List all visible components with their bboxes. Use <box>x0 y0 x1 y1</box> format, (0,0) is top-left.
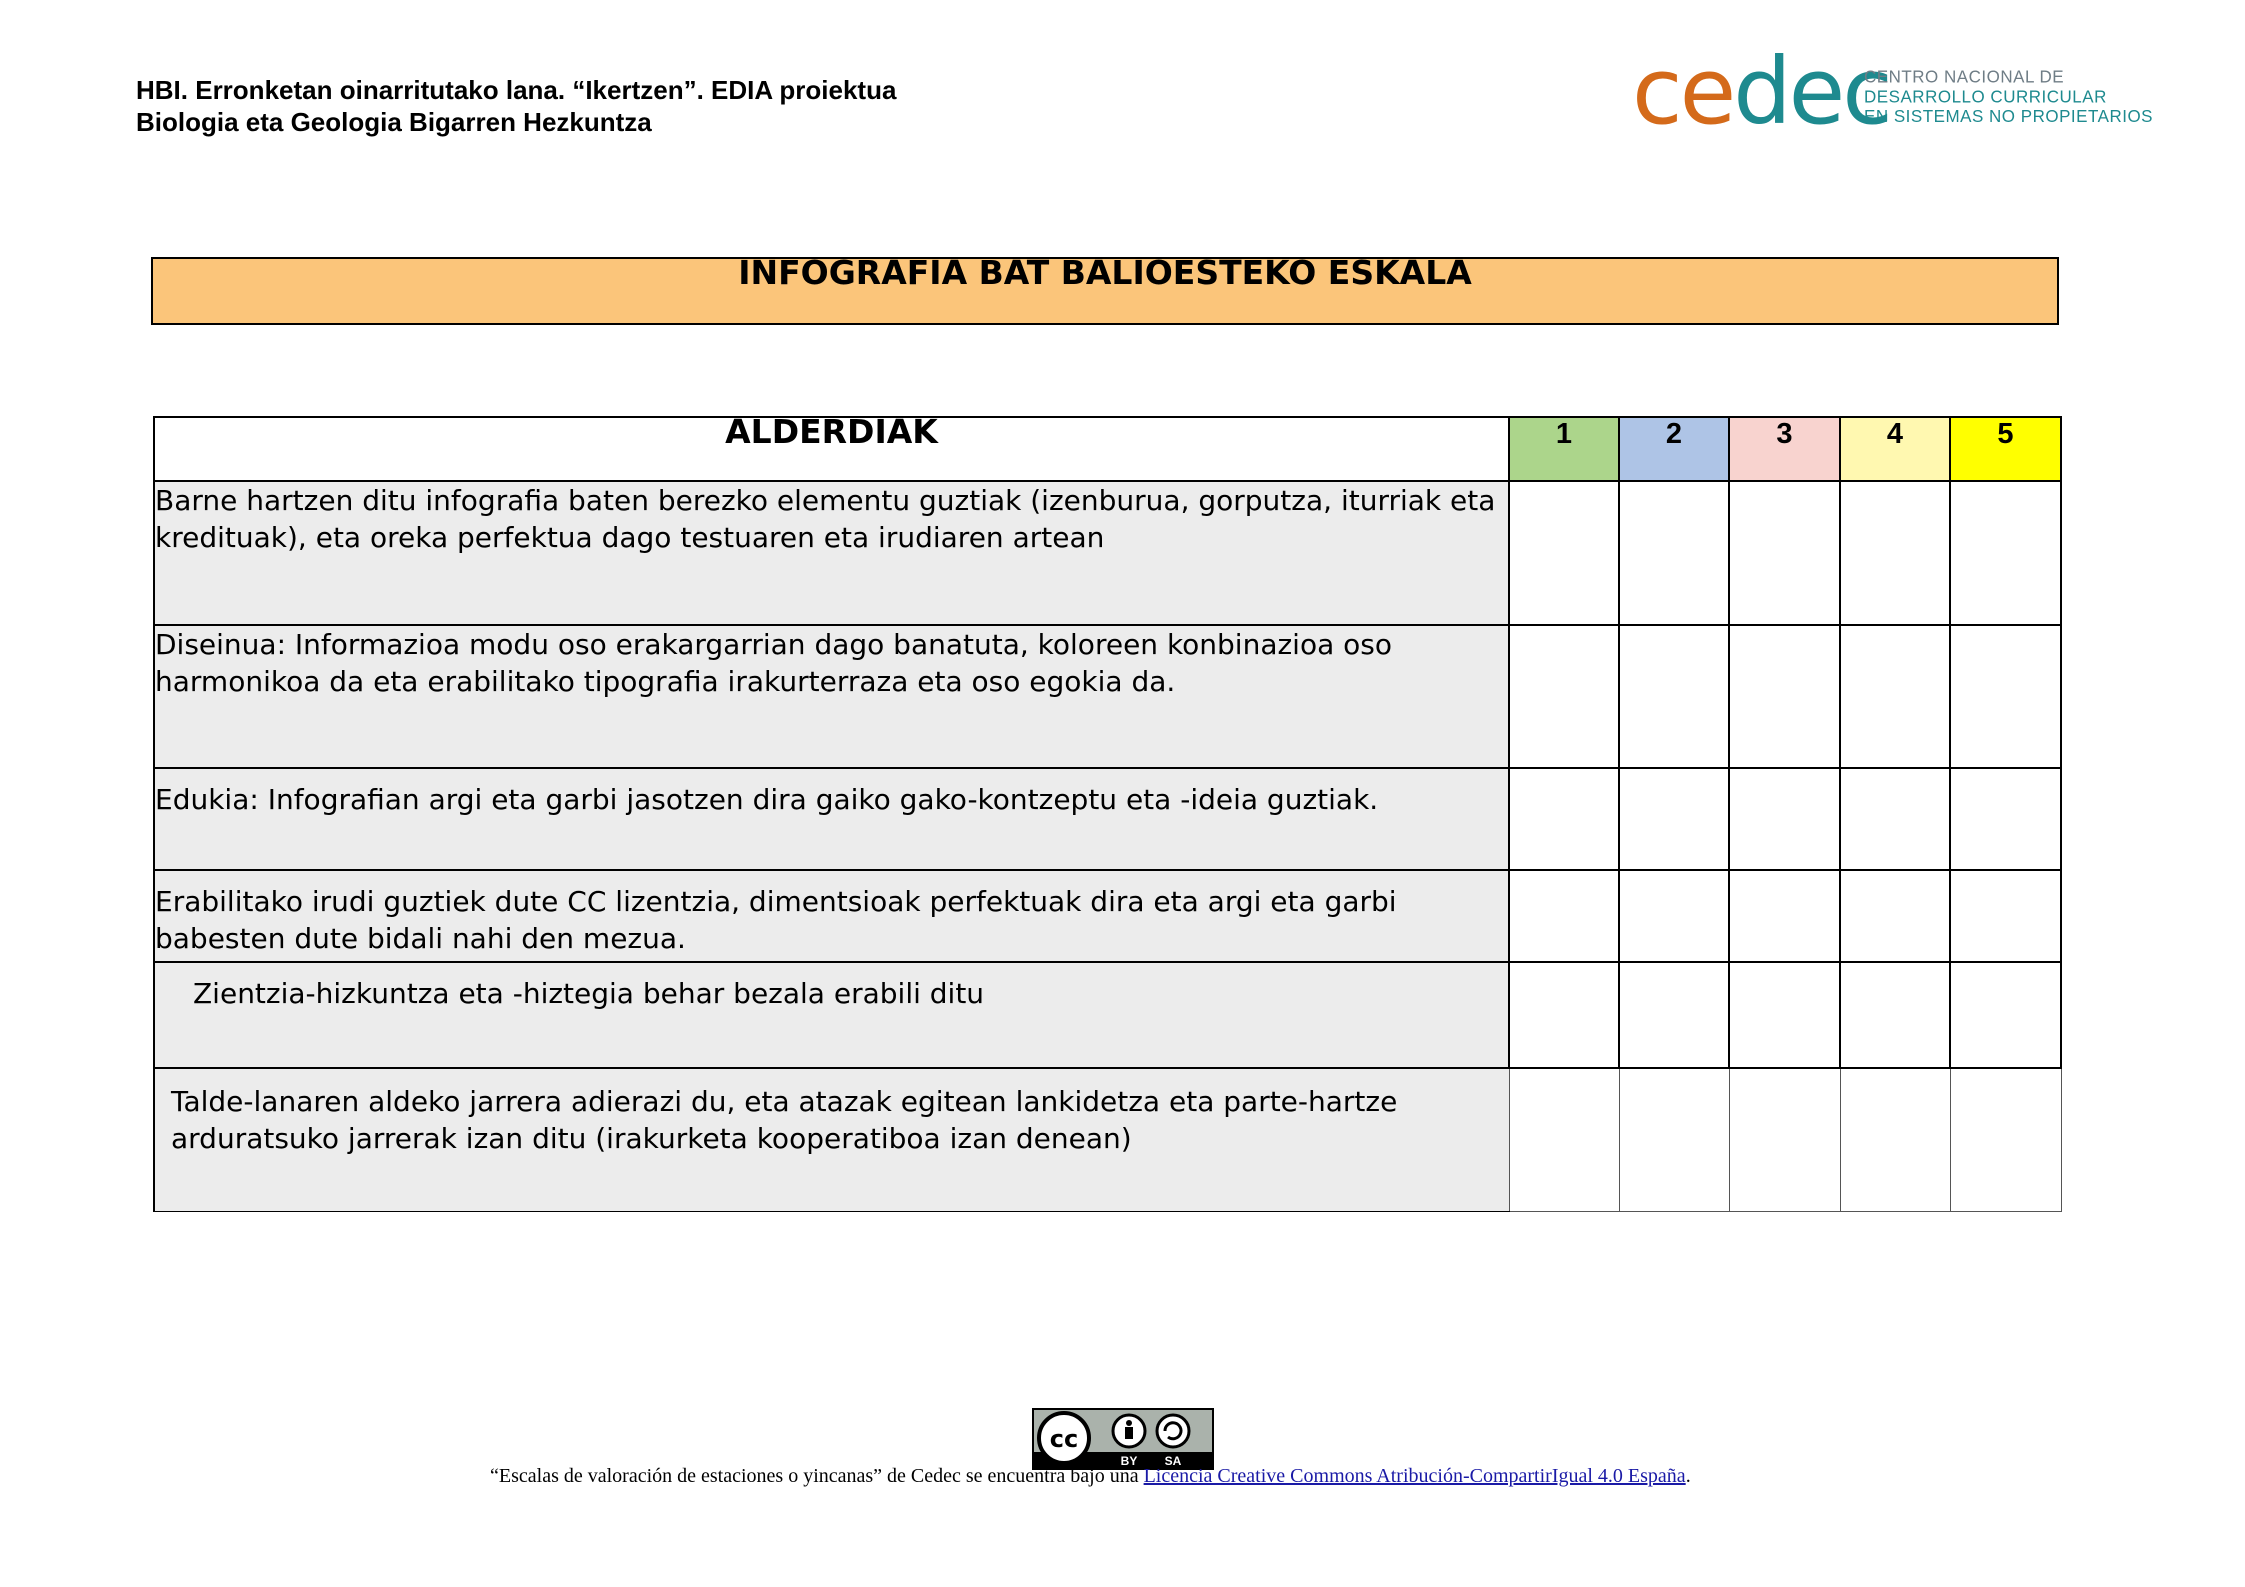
logo-tagline-line-1: CENTRO NACIONAL DE <box>1864 66 2065 87</box>
cedec-logo <box>1632 38 2154 145</box>
license-badge-area <box>0 1408 2245 1472</box>
score-cell[interactable] <box>1950 481 2061 625</box>
score-cell[interactable] <box>1509 625 1619 768</box>
score-header-2: 2 <box>1619 417 1729 481</box>
score-cell[interactable] <box>1840 962 1950 1068</box>
license-text-before: “Escalas de valoración de estaciones o yincanas” de Cedec se encuentra bajo una <box>490 1465 1144 1487</box>
score-cell[interactable] <box>1729 768 1840 870</box>
logo-word-part-2: dec <box>1733 38 1890 145</box>
score-cell[interactable] <box>1619 962 1729 1068</box>
score-cell[interactable] <box>1950 1068 2061 1211</box>
table-row <box>154 481 2061 625</box>
badge-sa-label: SA <box>1164 1454 1181 1468</box>
score-cell[interactable] <box>1509 481 1619 625</box>
score-header-1: 1 <box>1509 417 1619 481</box>
score-cell[interactable] <box>1619 625 1729 768</box>
score-cell[interactable] <box>1729 962 1840 1068</box>
score-cell[interactable] <box>1509 1068 1619 1211</box>
aspects-header: ALDERDIAK <box>154 417 1509 481</box>
score-cell[interactable] <box>1840 481 1950 625</box>
score-cell[interactable] <box>1729 625 1840 768</box>
license-text-after: . <box>1685 1465 1691 1487</box>
table-header-row <box>154 417 2061 481</box>
logo-tagline-line-2: DESARROLLO CURRICULAR <box>1864 86 2107 107</box>
score-cell[interactable] <box>1619 870 1729 962</box>
rating-scale-table <box>153 416 2062 1212</box>
table-row <box>154 962 2061 1068</box>
criterion-text: Zientzia-hizkuntza eta -hiztegia behar bezala erabili ditu <box>154 962 1509 1068</box>
table-row <box>154 870 2061 962</box>
license-link[interactable]: Licencia Creative Commons Atribución-CompartirIgual 4.0 España <box>1143 1465 1686 1487</box>
score-header-4: 4 <box>1840 417 1950 481</box>
svg-text:cc: cc <box>1049 1425 1078 1453</box>
license-footer-text <box>490 1464 1691 1488</box>
table-row <box>154 768 2061 870</box>
score-cell[interactable] <box>1840 1068 1950 1211</box>
header-line-1: HBI. Erronketan oinarritutako lana. “Ikertzen”. EDIA proiektua <box>136 75 897 105</box>
scale-title-box <box>151 257 2059 325</box>
score-cell[interactable] <box>1729 870 1840 962</box>
cedec-logo-word <box>1632 38 1890 145</box>
score-cell[interactable] <box>1950 625 2061 768</box>
score-cell[interactable] <box>1950 962 2061 1068</box>
badge-by-label: BY <box>1120 1454 1137 1468</box>
cc-by-sa-badge[interactable] <box>1032 1408 1214 1470</box>
score-header-3: 3 <box>1729 417 1840 481</box>
logo-tagline-line-3: EN SISTEMAS NO PROPIETARIOS <box>1864 106 2154 127</box>
score-cell[interactable] <box>1509 870 1619 962</box>
header-line-2: Biologia eta Geologia Bigarren Hezkuntza <box>136 107 652 137</box>
score-cell[interactable] <box>1950 768 2061 870</box>
score-cell[interactable] <box>1619 768 1729 870</box>
criterion-text: Edukia: Infografian argi eta garbi jasotzen dira gaiko gako-kontzeptu eta -ideia guztiak. <box>154 768 1509 870</box>
score-cell[interactable] <box>1619 1068 1729 1211</box>
criterion-text: Talde-lanaren aldeko jarrera adierazi du, eta atazak egitean lankidetza eta parte-hartze arduratsuko jarrerak izan ditu (irakurketa kooperatiboa izan denean) <box>154 1068 1509 1211</box>
score-cell[interactable] <box>1619 481 1729 625</box>
score-cell[interactable] <box>1840 870 1950 962</box>
document-header <box>136 74 896 138</box>
score-cell[interactable] <box>1729 481 1840 625</box>
score-header-5: 5 <box>1950 417 2061 481</box>
logo-word-part-1: ce <box>1632 38 1734 145</box>
score-cell[interactable] <box>1840 768 1950 870</box>
table-row <box>154 625 2061 768</box>
scale-title: INFOGRAFIA BAT BALIOESTEKO ESKALA <box>738 257 1472 292</box>
criterion-text: Erabilitako irudi guztiek dute CC lizentzia, dimentsioak perfektuak dira eta argi eta garbi babesten dute bidali nahi den mezua. <box>154 870 1509 962</box>
criterion-text: Barne hartzen ditu infografia baten berezko elementu guztiak (izenburua, gorputza, iturriak eta kredituak), eta oreka perfektua dago testuaren eta irudiaren artean <box>154 481 1509 625</box>
score-cell[interactable] <box>1729 1068 1840 1211</box>
criterion-text: Diseinua: Informazioa modu oso erakargarrian dago banatuta, koloreen konbinazioa oso harmonikoa da eta erabilitako tipografia irakurterraza eta oso egokia da. <box>154 625 1509 768</box>
score-cell[interactable] <box>1840 625 1950 768</box>
cc-by-sa-icon <box>1034 1410 1212 1468</box>
score-cell[interactable] <box>1509 768 1619 870</box>
score-cell[interactable] <box>1950 870 2061 962</box>
score-cell[interactable] <box>1509 962 1619 1068</box>
cedec-logo-tagline <box>1864 67 2153 127</box>
table-row <box>154 1068 2061 1211</box>
